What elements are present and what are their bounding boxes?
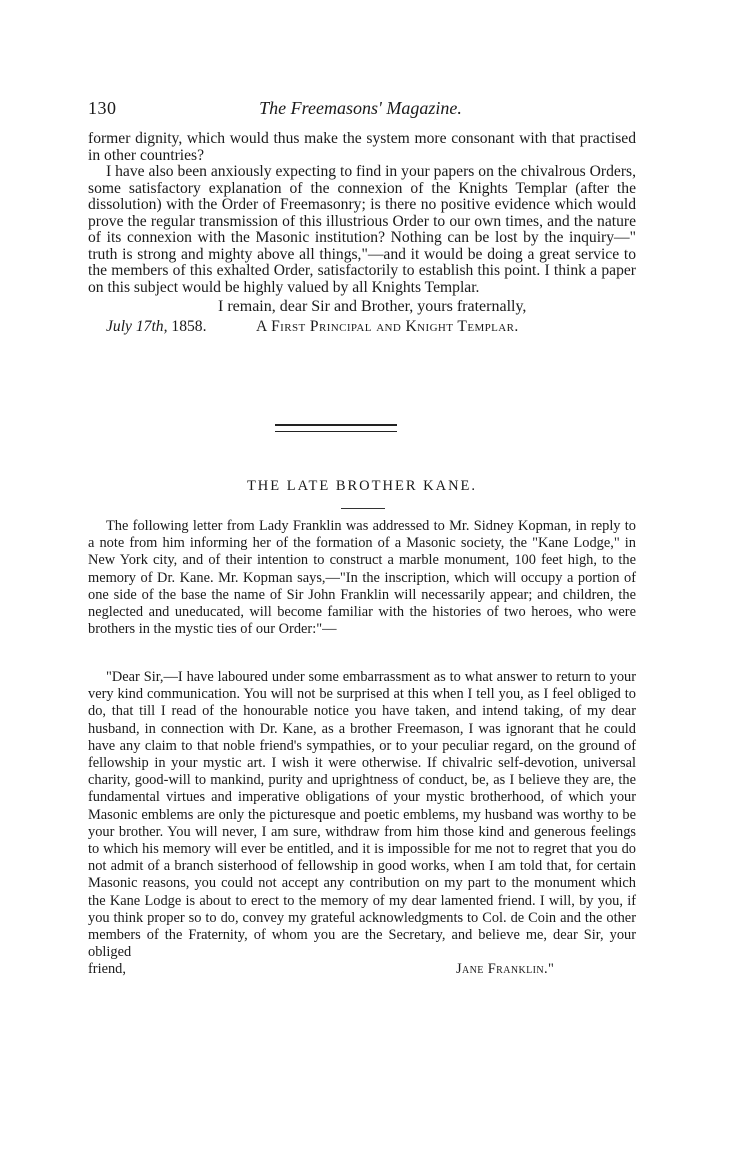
letter-continuation: former dignity, which would thus make the system more consonant with that practised in other countries? <box>88 130 636 164</box>
franklin-letter: "Dear Sir,—I have laboured under some embarrassment as to what answer to return to your very kind communication. You will not be surprised at this when I tell you, as I feel obliged to do, that till I read of the honourable notice you have taken, and intend taking, of my dear husband, in connection with Dr. Kane, as a brother Freemason, I was ignorant that he could have any claim to that noble friend's sympathies, or to your peculiar regard, on the ground of fellowship in your mystic art. I wish it were otherwise. If chivalric self-devotion, universal charity, good-will to mankind, purity and uprightness of conduct, be, as I believe they are, the fundamental virtues and imperative obligations of your mystic brotherhood, of which your Masonic emblems are only the picturesque and poetic emblems, my husband was worthy to be your brother. You will never, I am sure, withdraw from him those kind and generous feelings to which his memory will ever be entitled, and it is impossible for me not to regret that you do not admit of a branch sisterhood of fellowship in good works, when I am told that, for certain Masonic reasons, you could not accept any contribution on my part to the monument which the Kane Lodge is about to erect to the memory of my dear lamented friend. I will, by you, if you think proper so to do, convey my grateful acknowledgments to Col. de Coin and the other members of the Fraternity, of whom you are the Secretary, and believe me, dear Sir, your obliged <box>88 669 636 961</box>
page-number: 130 <box>88 98 117 118</box>
running-title: The Freemasons' Magazine. <box>259 98 462 118</box>
article-intro-block <box>88 518 636 638</box>
letter-date-month: July 17th, <box>106 318 168 335</box>
page-header <box>88 98 633 124</box>
letter-knight-templar <box>88 131 636 338</box>
article-title: THE LATE BROTHER KANE. <box>246 478 478 494</box>
letter-closing: I remain, dear Sir and Brother, yours fraternally, <box>218 298 527 315</box>
franklin-letter-block <box>88 669 636 979</box>
article-intro: The following letter from Lady Franklin was addressed to Mr. Sidney Kopman, in reply to a note from him informing her of the formation of a Masonic society, the "Kane Lodge," in New York city, and of their intention to construct a marble monument, 100 feet high, to the memory of Dr. Kane. Mr. Kopman says,—"In the inscription, which will occupy a portion of one side of the base the name of Sir John Franklin will necessarily appear; and children, the neglected and uneducated, will become familiar with the histories of two heroes, who were brothers in the mystic ties of our Order:"— <box>88 518 636 638</box>
letter-paragraph: I have also been anxiously expecting to find in your papers on the chivalrous Orders, some satisfactory explanation of the connexion of the Knights Templar (after the dissolution) with the Order of Freemasonry; is there no positive evidence which would prove the regular transmission of this illustrious Order to our own times, and the nature of its connexion with the Masonic institution? Nothing can be lost by the inquiry—" truth is strong and mighty above all things,"—and it would be doing a great service to the members of this exhalted Order, satisfactorily to establish this point. I think a paper on this subject would be highly valued by all Knights Templar. <box>88 163 636 296</box>
franklin-signature: Jane Franklin." <box>456 961 555 978</box>
section-divider <box>275 424 397 432</box>
title-underline <box>341 508 385 509</box>
franklin-signature-row <box>88 961 636 979</box>
franklin-letter-last: friend, <box>88 961 126 978</box>
letter-date <box>106 316 206 338</box>
letter-signature: A First Principal and Knight Templar. <box>256 318 519 335</box>
letter-date-year: 1858. <box>167 318 207 335</box>
signature-row <box>88 316 636 338</box>
